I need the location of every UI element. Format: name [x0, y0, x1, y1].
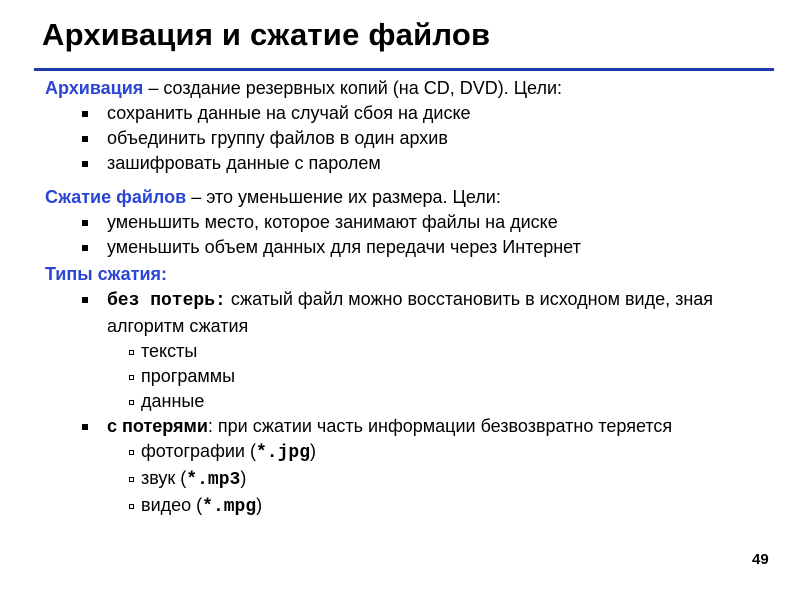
- archiving-term: Архивация: [45, 78, 144, 98]
- archiving-definition-text: – создание резервных копий (на CD, DVD). Цели:: [143, 78, 563, 98]
- slide-content: [45, 76, 765, 520]
- list-item: программы: [45, 364, 765, 389]
- compression-types-heading-text: Типы сжатия:: [45, 264, 168, 284]
- list-item: [45, 439, 765, 466]
- page-number: 49: [752, 551, 769, 568]
- list-item: уменьшить объем данных для передачи через Интернет: [45, 235, 765, 260]
- compression-types-list: [45, 287, 765, 520]
- list-item: [45, 466, 765, 493]
- example-close: ): [310, 441, 316, 461]
- compression-term: Сжатие файлов: [45, 187, 187, 207]
- lossless-item: [45, 287, 765, 414]
- lossless-label: без потерь:: [107, 291, 226, 311]
- lossless-examples-list: [107, 339, 765, 414]
- example-text: видео (: [141, 495, 203, 515]
- list-item: зашифровать данные с паролем: [45, 151, 765, 176]
- list-item: тексты: [45, 339, 765, 364]
- list-item: сохранить данные на случай сбоя на диске: [45, 101, 765, 126]
- example-close: ): [240, 468, 247, 488]
- slide-title: Архивация и сжатие файлов: [42, 17, 491, 52]
- lossless-text: сжатый файл можно восстановить в исходном виде, зная алгоритм сжатия: [107, 289, 714, 336]
- archiving-definition: [45, 76, 765, 101]
- lossy-item: [45, 414, 765, 520]
- example-text: звук (: [141, 468, 187, 488]
- list-item: объединить группу файлов в один архив: [45, 126, 765, 151]
- example-text: фотографии (: [141, 441, 256, 461]
- compression-definition: [45, 185, 765, 210]
- list-item: уменьшить место, которое занимают файлы на диске: [45, 210, 765, 235]
- spacer: [45, 176, 765, 185]
- list-item: данные: [45, 389, 765, 414]
- archiving-goals-list: [45, 101, 765, 176]
- file-extension: *.mp3: [186, 470, 241, 490]
- compression-types-heading: [45, 262, 765, 287]
- lossy-examples-list: [107, 439, 765, 520]
- title-divider: [34, 68, 774, 71]
- file-extension: *.mpg: [202, 497, 257, 517]
- lossy-text: : при сжатии часть информации безвозвратно теряется: [207, 416, 673, 436]
- compression-definition-text: – это уменьшение их размера. Цели:: [186, 187, 501, 207]
- compression-goals-list: [45, 210, 765, 260]
- list-item: [45, 493, 765, 520]
- lossy-label: с потерями: [107, 416, 208, 436]
- file-extension: *.jpg: [255, 443, 310, 463]
- example-close: ): [256, 495, 263, 515]
